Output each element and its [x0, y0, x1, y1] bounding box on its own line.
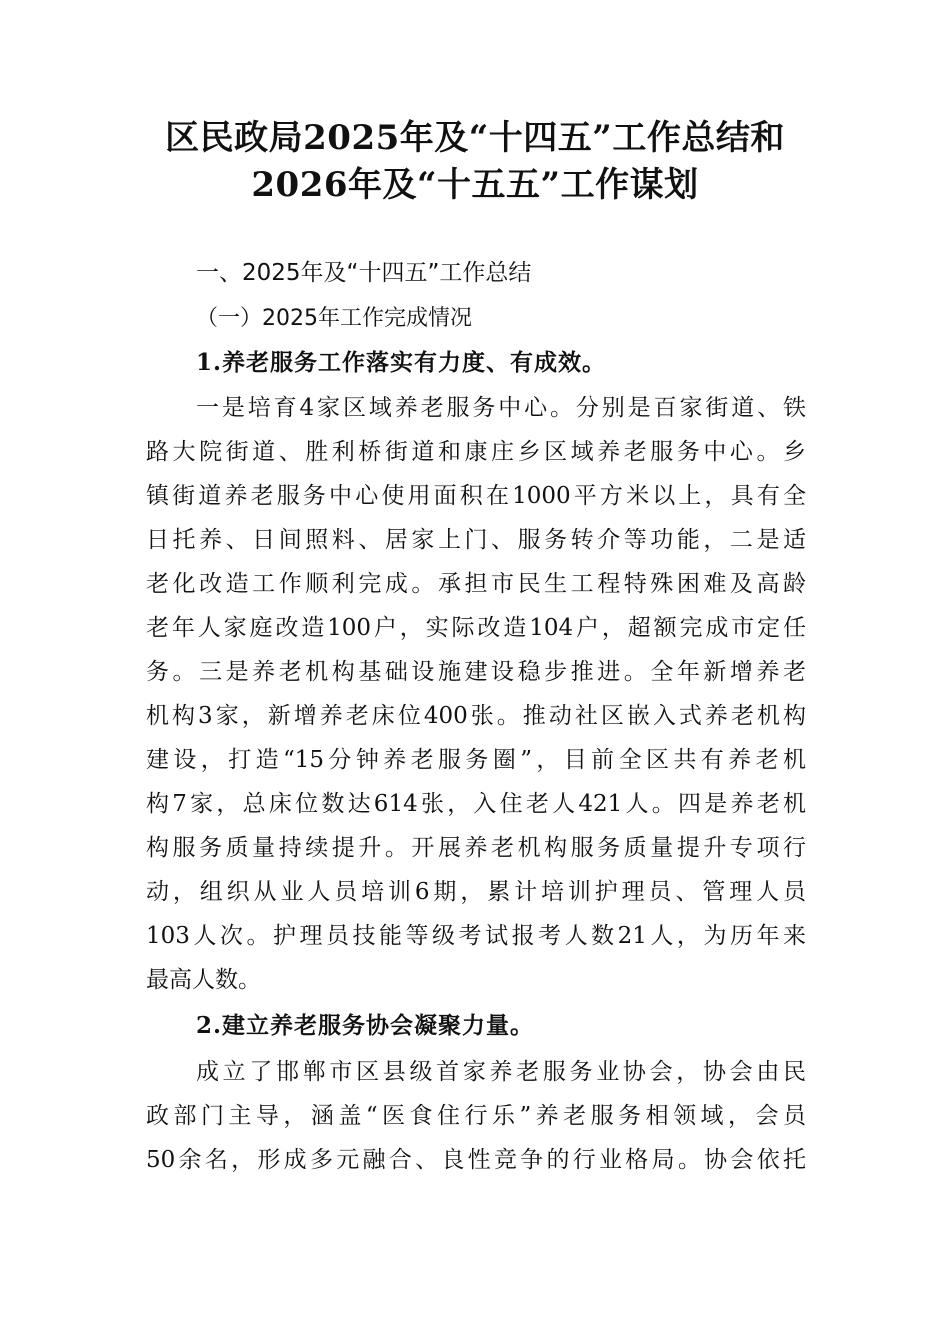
paragraph-line: 最高人数。 — [146, 967, 261, 993]
paragraph-line: 50余名，形成多元融合、良性竞争的行业格局。协会依托 — [146, 1147, 806, 1173]
paragraph-line: 构服务质量持续提升。开展养老机构服务质量提升专项行 — [146, 835, 806, 861]
paragraph-line: 路大院街道、胜利桥街道和康庄乡区域养老服务中心。乡 — [146, 439, 806, 465]
document-title-line-1: 区民政局2025年及“十四五”工作总结和 — [165, 118, 785, 158]
paragraph-line: 建设，打造“15分钟养老服务圈”，目前全区共有养老机 — [146, 747, 806, 773]
paragraph-line: 务。三是养老机构基础设施建设稳步推进。全年新增养老 — [146, 659, 806, 685]
section-heading-level-1: 一、2025年及“十四五”工作总结 — [196, 260, 532, 286]
paragraph-line: 构7家，总床位数达614张，入住老人421人。四是养老机 — [146, 791, 806, 817]
document-title-line-2: 2026年及“十五五”工作谋划 — [251, 165, 699, 205]
paragraph-line: 103人次。护理员技能等级考试报考人数21人，为历年来 — [146, 923, 806, 949]
paragraph-line: 一是培育4家区域养老服务中心。分别是百家街道、铁 — [196, 395, 806, 421]
paragraph-line: 成立了邯郸市区县级首家养老服务业协会，协会由民 — [196, 1059, 806, 1085]
section-heading-1-elderly-care: 1.养老服务工作落实有力度、有成效。 — [196, 349, 607, 376]
paragraph-line: 镇街道养老服务中心使用面积在1000平方米以上，具有全 — [146, 483, 806, 509]
paragraph-line: 政部门主导，涵盖“医食住行乐”养老服务相领域，会员 — [146, 1103, 806, 1129]
paragraph-line: 动，组织从业人员培训6期，累计培训护理员、管理人员 — [146, 879, 806, 905]
section-heading-level-2: （一）2025年工作完成情况 — [196, 306, 472, 331]
paragraph-line: 机构3家，新增养老床位400张。推动社区嵌入式养老机构 — [146, 703, 806, 729]
paragraph-line: 老化改造工作顺利完成。承担市民生工程特殊困难及高龄 — [146, 571, 806, 597]
section-heading-2-association: 2.建立养老服务协会凝聚力量。 — [196, 1012, 535, 1039]
paragraph-line: 老年人家庭改造100户，实际改造104户，超额完成市定任 — [146, 615, 806, 641]
paragraph-line: 日托养、日间照料、居家上门、服务转介等功能，二是适 — [146, 527, 806, 553]
